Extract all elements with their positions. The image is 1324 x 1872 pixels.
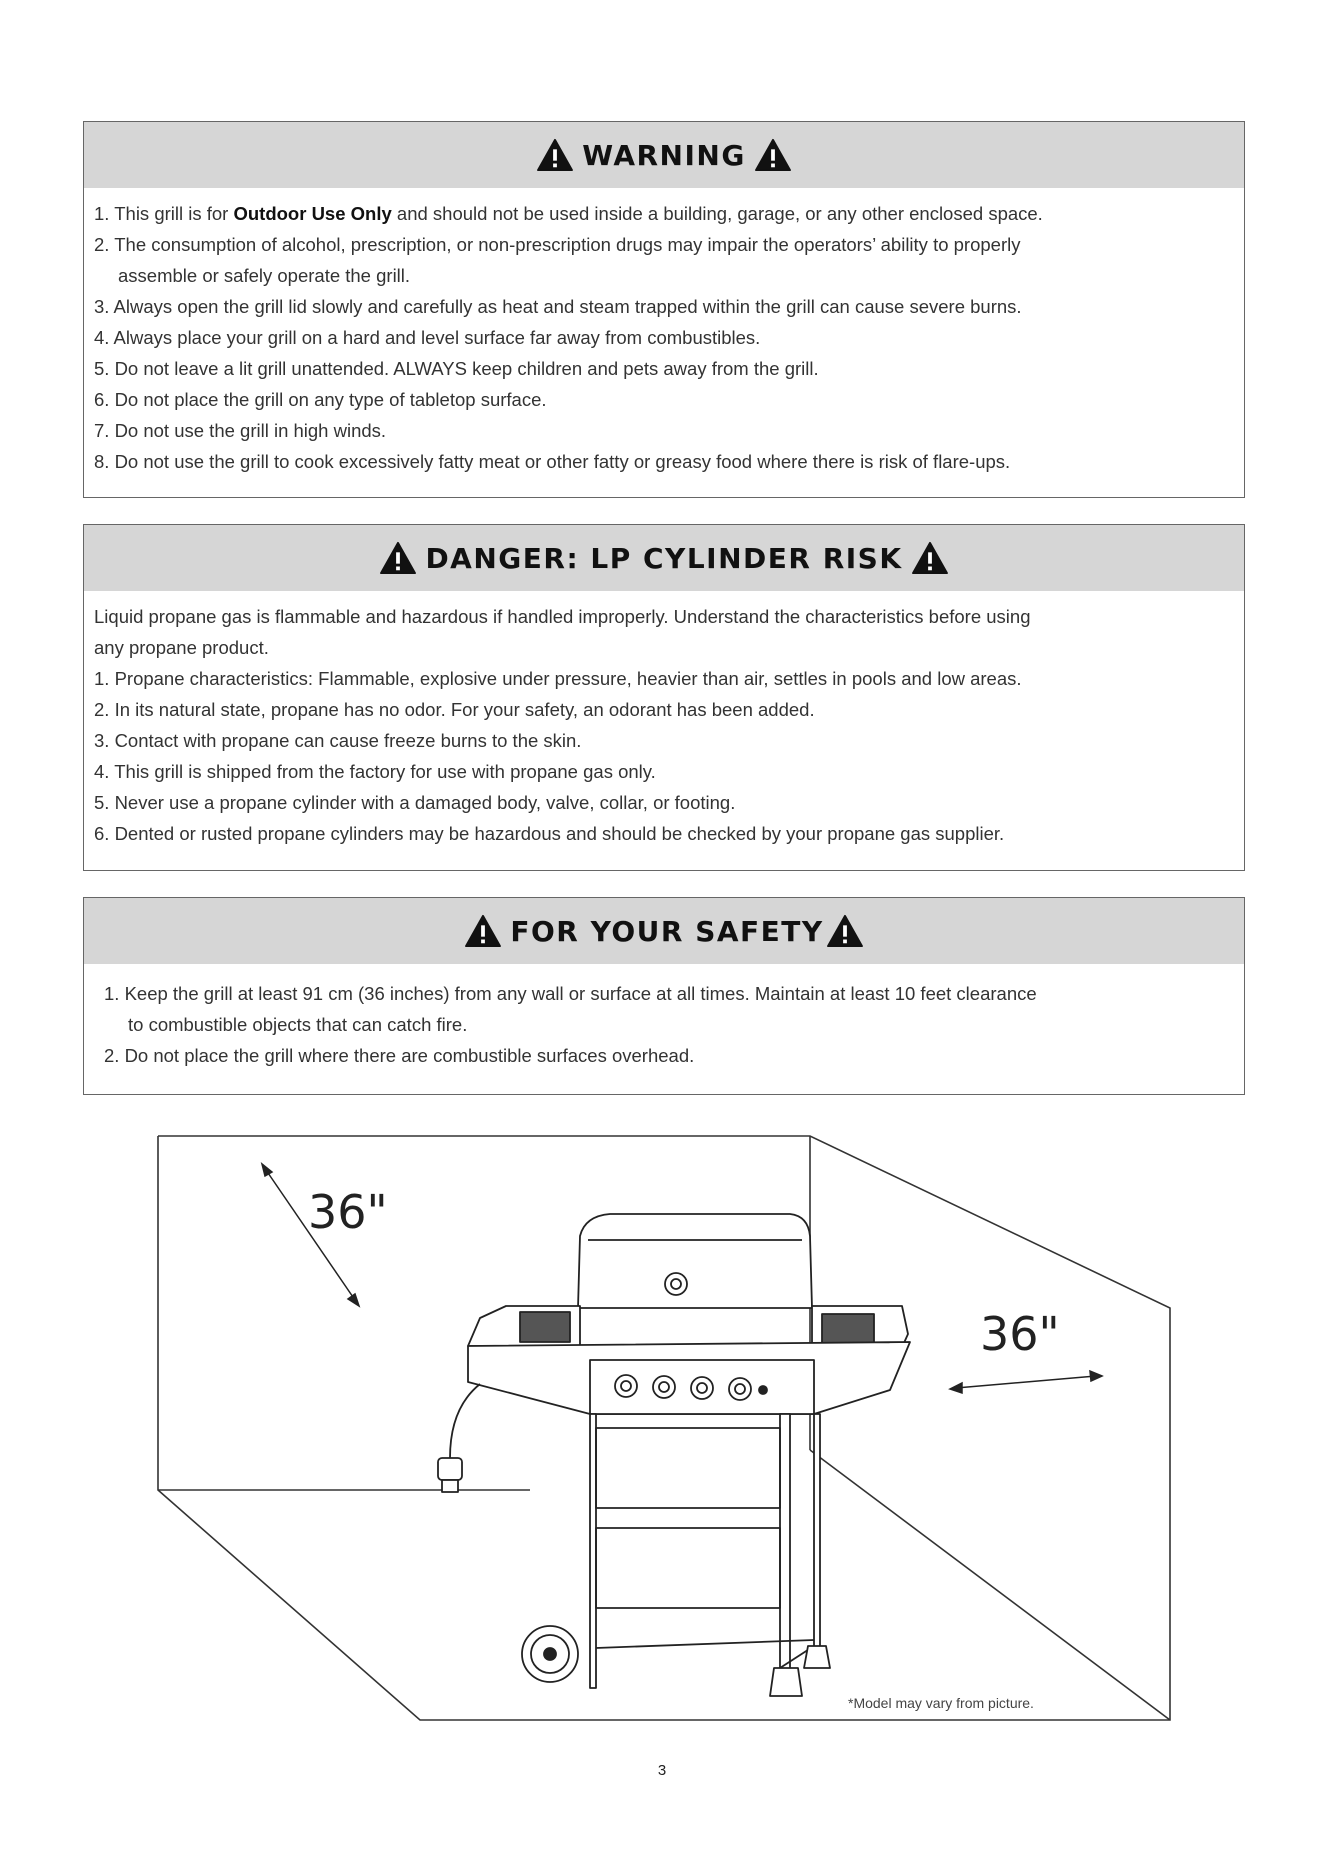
- danger-item: 5. Never use a propane cylinder with a damaged body, valve, collar, or footing.: [94, 792, 736, 813]
- danger-item: 2. In its natural state, propane has no odor. For your safety, an odorant has been added.: [94, 699, 815, 720]
- warning-item: 2. The consumption of alcohol, prescription, or non-prescription drugs may impair the operators’ ability to properly: [94, 234, 1021, 255]
- warning-triangle-icon: [379, 541, 417, 575]
- warning-item-continuation: assemble or safely operate the grill.: [118, 265, 411, 286]
- warning-triangle-icon: [911, 541, 949, 575]
- danger-item: 4. This grill is shipped from the factory for use with propane gas only.: [94, 761, 656, 782]
- warning-item: 4. Always place your grill on a hard and level surface far away from combustibles.: [94, 327, 761, 348]
- warning-triangle-icon: [536, 138, 574, 172]
- danger-header: [84, 525, 1244, 591]
- safety-title: FOR YOUR SAFETY: [510, 914, 824, 948]
- warning-list: [84, 188, 1244, 485]
- warning-item: 6. Do not place the grill on any type of tabletop surface.: [94, 389, 547, 410]
- warning-triangle-icon: [826, 914, 864, 948]
- safety-item-continuation: to combustible objects that can catch fire.: [128, 1014, 468, 1035]
- danger-item: 6. Dented or rusted propane cylinders may be hazardous and should be checked by your propane gas supplier.: [94, 823, 1005, 844]
- danger-box: [83, 524, 1245, 871]
- danger-title: DANGER: LP CYLINDER RISK: [425, 541, 903, 575]
- warning-item: 7. Do not use the grill in high winds.: [94, 420, 387, 441]
- clearance-label-back: 36": [308, 1185, 388, 1239]
- safety-header: [84, 898, 1244, 964]
- danger-item: 3. Contact with propane can cause freeze burns to the skin.: [94, 730, 582, 751]
- grill-clearance-illustration: [150, 1128, 1180, 1728]
- danger-intro: Liquid propane gas is flammable and hazardous if handled improperly. Understand the characteristics before using: [94, 606, 1031, 627]
- warning-item: 3. Always open the grill lid slowly and carefully as heat and steam trapped within the grill can cause severe burns.: [94, 296, 1022, 317]
- clearance-arrow-side: [950, 1371, 1102, 1393]
- warning-box: [83, 121, 1245, 498]
- warning-triangle-icon: [754, 138, 792, 172]
- warning-item: 8. Do not use the grill to cook excessively fatty meat or other fatty or greasy food where there is risk of flare-ups.: [94, 451, 1011, 472]
- warning-header: [84, 122, 1244, 188]
- warning-item: 5. Do not leave a lit grill unattended. ALWAYS keep children and pets away from the grill.: [94, 358, 819, 379]
- safety-box: [83, 897, 1245, 1095]
- page-number: 3: [657, 1762, 667, 1779]
- warning-item: 1. This grill is for Outdoor Use Only and should not be used inside a building, garage, or any other enclosed space.: [94, 203, 1043, 224]
- safety-item: 2. Do not place the grill where there are combustible surfaces overhead.: [104, 1045, 695, 1066]
- warning-triangle-icon: [464, 914, 502, 948]
- clearance-label-side: 36": [980, 1307, 1060, 1361]
- warning-title: WARNING: [582, 138, 746, 172]
- model-note: *Model may vary from picture.: [848, 1695, 1034, 1711]
- safety-item: 1. Keep the grill at least 91 cm (36 inches) from any wall or surface at all times. Maintain at least 10 feet clearance: [104, 983, 1037, 1004]
- danger-intro: any propane product.: [94, 637, 269, 658]
- safety-list: [84, 964, 1244, 1079]
- danger-list: [84, 591, 1244, 857]
- grill-icon: [438, 1214, 910, 1696]
- danger-item: 1. Propane characteristics: Flammable, explosive under pressure, heavier than air, settles in pools and low areas.: [94, 668, 1022, 689]
